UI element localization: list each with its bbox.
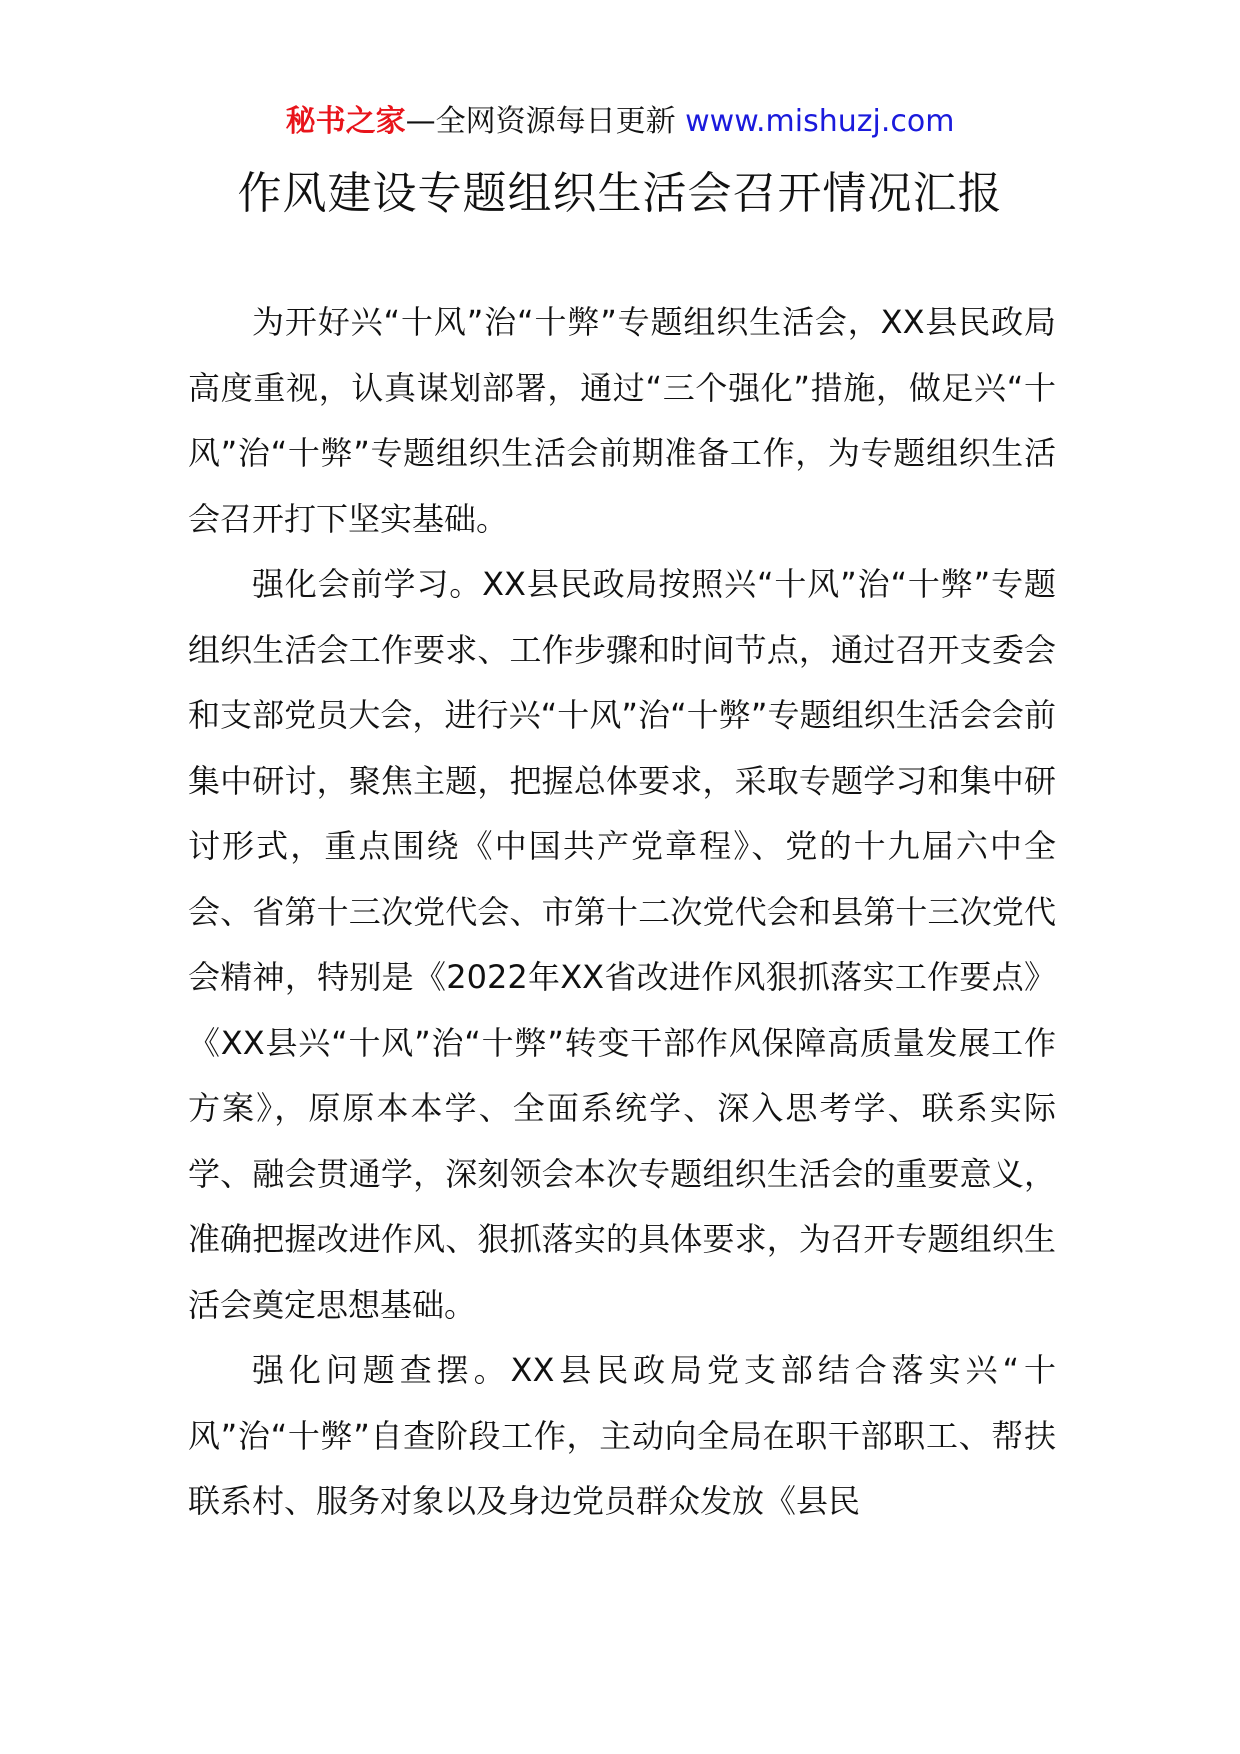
paragraph-study: 强化会前学习。XX县民政局按照兴“十风”治“十弊”专题组织生活会工作要求、工作步骤和时间节点，通过召开支委会和支部党员大会，进行兴“十风”治“十弊”专题组织生活会会前集中研讨，聚焦主题，把握总体要求，采取专题学习和集中研讨形式，重点围绕《中国共产党章程》、党的十九届六中全会、省第十三次党代会、市第十二次党代会和县第十三次党代会精神，特别是《2022年XX省改进作风狠抓落实工作要点》《XX县兴“十风”治“十弊”转变干部作风保障高质量发展工作方案》，原原本本学、全面系统学、深入思考学、联系实际学、融会贯通学，深刻领会本次专题组织生活会的重要意义，准确把握改进作风、狠抓落实的具体要求，为召开专题组织生活会奠定思想基础。: [188, 565, 1056, 1324]
paragraph-problems: 强化问题查摆。XX县民政局党支部结合落实兴“十风”治“十弊”自查阶段工作，主动向全局在职干部职工、帮扶联系村、服务对象以及身边党员群众发放《县民: [188, 1351, 1056, 1520]
brand-name: 秘书之家: [285, 104, 406, 139]
paragraph-intro: 为开好兴“十风”治“十弊”专题组织生活会，XX县民政局高度重视，认真谋划部署，通过“三个强化”措施，做足兴“十风”治“十弊”专题组织生活会前期准备工作，为专题组织生活会召开打下坚实基础。: [188, 303, 1056, 538]
document-body: [188, 290, 1056, 1535]
header-slogan: —全网资源每日更新: [405, 104, 676, 139]
site-header: [0, 100, 1240, 144]
document-title: 作风建设专题组织生活会召开情况汇报: [237, 168, 1003, 219]
site-url-link[interactable]: www.mishuzj.com: [685, 104, 955, 139]
